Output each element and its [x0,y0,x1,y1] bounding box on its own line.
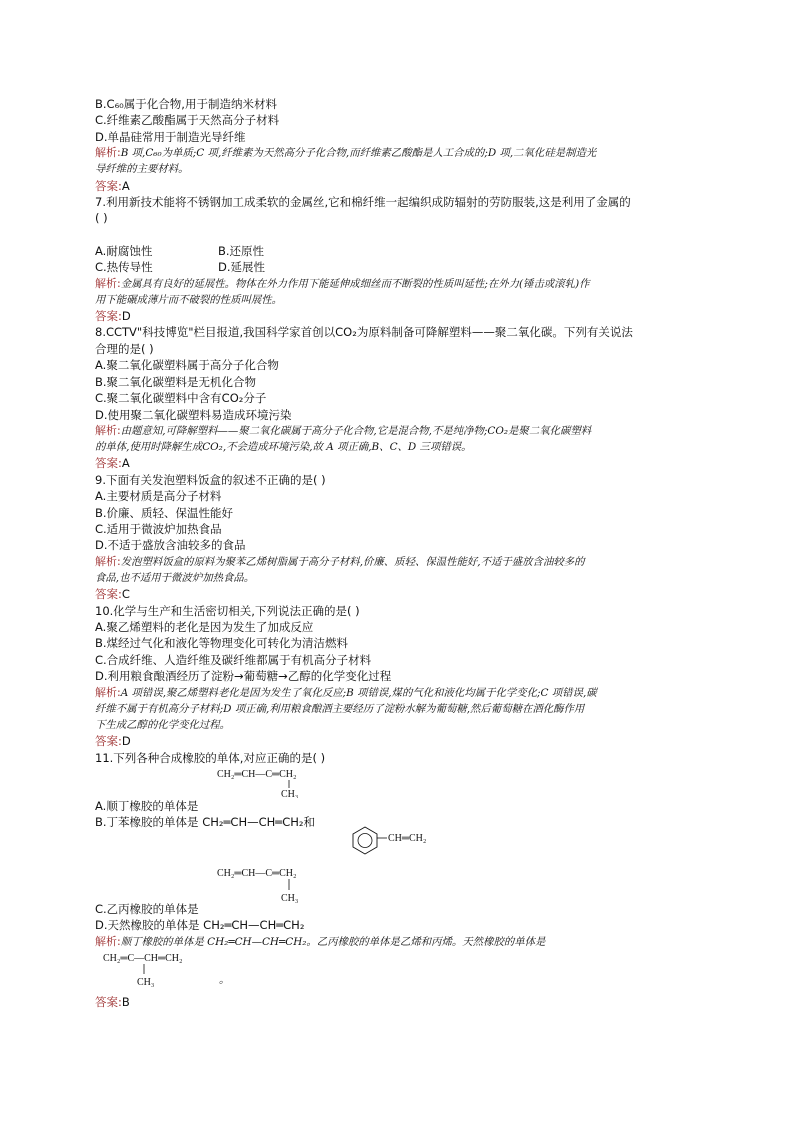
q7-option-b: B.还原性 [218,243,265,258]
q6-analysis: 解析:B 项,C₆₀为单质;C 项,纤维素为天然高分子化合物,而纤维素乙酸酯是人工合成的;D 项,二氧化硅是制造光 [95,146,597,160]
q7-option-d: D.延展性 [218,260,266,275]
q10-stem: 10.化学与生产和生活密切相关,下列说法正确的是( ) [95,603,360,618]
q10-answer: 答案:D [95,734,131,749]
q7-analysis: 解析:金属具有良好的延展性。物体在外力作用下能延伸成细丝而不断裂的性质叫延性;在外力(锤击或滚轧)作 [95,276,590,290]
q11-struct-c [95,861,703,904]
q7-options-row-2 [95,259,703,275]
q10-option-a: A.聚乙烯塑料的老化是因为发生了加成反应 [95,619,314,634]
q7-answer: 答案:D [95,309,131,324]
isoprene-structure-answer [103,950,303,990]
isoprene-structure-c [217,865,417,905]
q6-answer: 答案:A [95,178,130,193]
q8-analysis: 解析:由题意知,可降解塑料——聚二氧化碳属于高分子化合物,它是混合物,不是纯净物;CO₂是聚二氧化碳塑料 [95,423,592,437]
q7-options-row-1 [95,243,703,259]
analysis-label: 解析: [95,146,121,160]
struct-a-main: CH₂═CH—C═CH₂ [217,769,297,781]
q10-analysis: 解析:A 项错误,聚乙烯塑料老化是因为发生了氧化反应;B 项错误,煤的气化和液化均属于化学变化;C 项错误,碳 [95,685,597,699]
q9-option-a: A.主要材质是高分子材料 [95,489,222,504]
q8-stem: 8.CCTV"科技博览"栏目报道,我国科学家首创以CO₂为原料制备可降解塑料——聚二氧化碳。下列有关说法 [95,325,633,340]
q11-analysis: 解析:顺丁橡胶的单体是 CH₂═CH—CH═CH₂。乙丙橡胶的单体是乙烯和丙烯。天然橡胶的单体是 [95,934,546,948]
document-page: B.C₆₀属于化合物,用于制造纳米材料 C.纤维素乙酸酯属于天然高分子材料 D.单晶硅常用于制造光导纤维 解析:B 项,C₆₀为单质;C 项,纤维素为天然高分子化合物,而纤维素乙酸酯是人工合成的;D 项,二氧化硅是制造光 导纤维的主要材料。 答案:A 7.利用新技术能将不锈钢加工成柔软的金属丝,它和棉纤维一起编织成防辐射的劳防服装,这是利用了金属的 ( ) A.耐腐蚀性 B.还原性 C.热传导性 D.延展性 解析:金属具有良好的延展性。物体在外力作用下能延伸成细丝而不断裂的性质叫延性;在外力(锤击或滚轧)作 用下能碾成薄片而不破裂的性质叫展性。 答案:D 8.CCTV"科技博览"栏目报道,我国科学家首创以CO₂为原料制备可降解塑料——聚二氧化碳。下列有关说法 合理的是( ) A.聚二氧化碳塑料属于高分子化合物 B.聚二氧化碳塑料是无机化合物 C.聚二氧化碳塑料中含有CO₂分子 D.使用聚二氧化碳塑料易造成环境污染 解析:由题意知,可降解塑料——聚二氧化碳属于高分子化合物,它是混合物,不是纯净物;CO₂是聚二氧化碳塑料 的单体,使用时降解生成CO₂,不会造成环境污染,故 A 项正确,B、C、D 三项错误。 答案:A 9.下面有关发泡塑料饭盒的叙述不正确的是( ) A.主要材质是高分子材料 B.价廉、质轻、保温性能好 C.适用于微波炉加热食品 D.不适于盛放含油较多的食品 解析:发泡塑料饭盒的原料为聚苯乙烯树脂属于高分子材料,价廉、质轻、保温性能好,不适于盛放含油较多的 食品,也不适用于微波炉加热食品。 答案:C 10.化学与生产和生活密切相关,下列说法正确的是( ) A.聚乙烯塑料的老化是因为发生了加成反应 B.煤经过气化和液化等物理变化可转化为清洁燃料 C.合成纤维、人造纤维及碳纤维都属于有机高分子材料 D.利用粮食酿酒经历了淀粉→葡萄糖→乙醇的化学变化过程 解析:A 项错误,聚乙烯塑料老化是因为发生了氧化反应;B 项错误,煤的气化和液化均属于化学变化;C 项错误,碳 纤维不属于有机高分子材料;D 项正确,利用粮食酿酒主要经历了淀粉水解为葡萄糖,然后葡萄糖在酒化酶作用 下生成乙醇的化学变化过程。 答案:D 11.下列各种合成橡胶的单体,对应正确的是( ) CH₂═CH—C═CH₂ CH₃ A.顺丁橡胶的单体是 B.丁苯橡胶的单体是 CH₂═CH—CH═CH₂和 CH═CH₂ CH₂═CH—C═CH₂ CH₃ C.乙丙橡胶的单体是 D.天然橡胶的单体是 CH₂═CH—CH═CH₂ 解析:顺丁橡胶的单体是 CH₂═CH—CH═CH₂。乙丙橡胶的单体是乙烯和丙烯。天然橡胶的单体是 CH₂═C—CH═CH₂ CH₃ 。 答案:B [95,96,703,1010]
struct-b-text: CH═CH₂ [388,832,427,844]
q8-answer: 答案:A [95,456,130,471]
q11-option-d: D.天然橡胶的单体是 CH₂═CH—CH═CH₂ [95,918,305,933]
q7-option-c: C.热传导性 [95,260,153,275]
q10-option-c: C.合成纤维、人造纤维及碳纤维都属于有机高分子材料 [95,652,372,667]
struct-ans-main: CH₂═C—CH═CH₂ [103,952,183,964]
isoprene-structure-a [217,766,417,798]
q9-option-b: B.价廉、质轻、保温性能好 [95,505,234,520]
struct-c-main: CH₂═CH—C═CH₂ [217,867,297,879]
q9-option-c: C.适用于微波炉加热食品 [95,521,222,536]
styrene-structure [351,825,491,855]
q11-option-c: C.乙丙橡胶的单体是 [95,901,199,916]
q6-option-b: B.C₆₀属于化合物,用于制造纳米材料 [95,97,277,111]
q11-stem: 11.下列各种合成橡胶的单体,对应正确的是( ) [95,750,326,765]
q11-answer: 答案:B [95,994,130,1009]
struct-c-sub: CH₃ [281,892,299,904]
q8-option-a: A.聚二氧化碳塑料属于高分子化合物 [95,358,279,373]
q8-option-c: C.聚二氧化碳塑料中含有CO₂分子 [95,391,267,406]
q7-stem: 7.利用新技术能将不锈钢加工成柔软的金属丝,它和棉纤维一起编织成防辐射的劳防服装,这是利用了金属的 [95,195,631,210]
q8-option-b: B.聚二氧化碳塑料是无机化合物 [95,374,257,389]
answer-label: 答案: [95,178,122,193]
q11-struct-a [95,766,703,798]
q11-struct-b [95,831,703,861]
q10-option-d: D.利用粮食酿酒经历了淀粉→葡萄糖→乙醇的化学变化过程 [95,669,392,684]
q6-option-c: C.纤维素乙酸酯属于天然高分子材料 [95,113,280,128]
q6-option-d: D.单晶硅常用于制造光导纤维 [95,129,246,144]
q11-option-b: B.丁苯橡胶的单体是 CH₂═CH—CH═CH₂和 [95,815,315,830]
q10-option-b: B.煤经过气化和液化等物理变化可转化为清洁燃料 [95,636,349,651]
q11-option-a: A.顺丁橡胶的单体是 [95,799,199,814]
q9-stem: 9.下面有关发泡塑料饭盒的叙述不正确的是( ) [95,472,326,487]
q9-option-d: D.不适于盛放含油较多的食品 [95,538,246,553]
q8-option-d: D.使用聚二氧化碳塑料易造成环境污染 [95,407,292,422]
q9-analysis: 解析:发泡塑料饭盒的原料为聚苯乙烯树脂属于高分子材料,价廉、质轻、保温性能好,不适于盛放含油较多的 [95,554,585,568]
q11-analysis-struct: CH₂═C—CH═CH₂ CH₃ 。 [95,950,703,990]
q9-answer: 答案:C [95,587,130,602]
struct-ans-sub: CH₃ [137,976,155,988]
struct-a-sub: CH₃ [281,789,299,799]
q7-option-a: A.耐腐蚀性 [95,243,153,258]
